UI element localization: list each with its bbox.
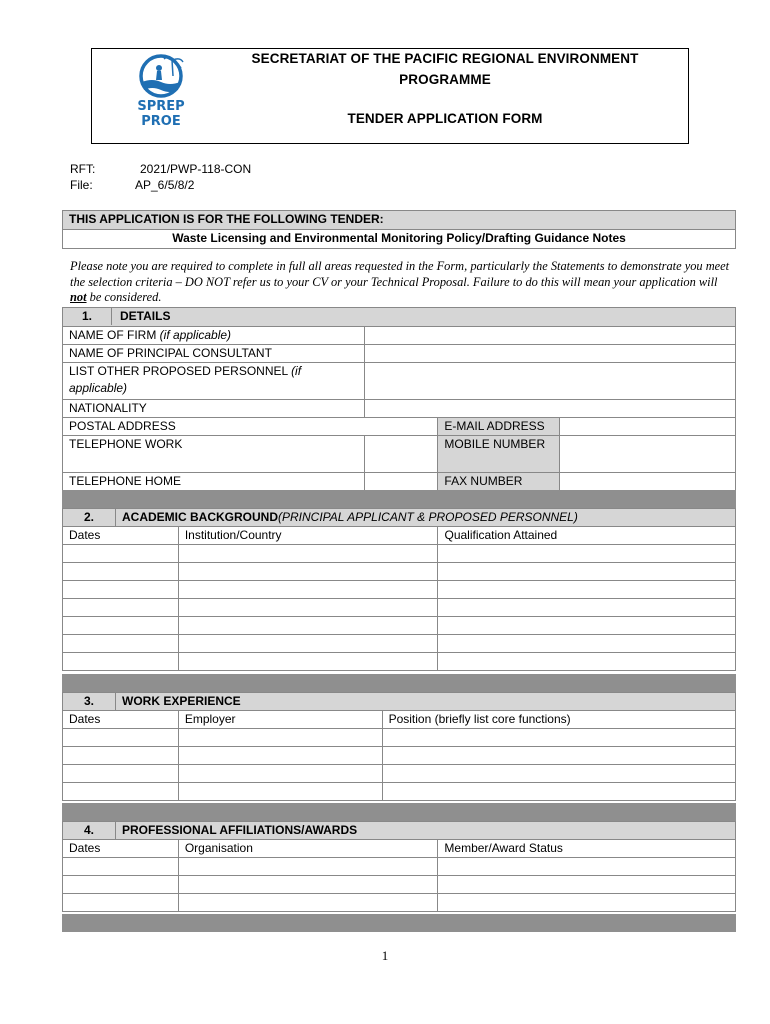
table-row: [63, 599, 736, 617]
table-row: [63, 635, 736, 653]
rft-label: RFT:: [70, 162, 96, 176]
mobile-field[interactable]: [560, 436, 736, 473]
affiliations-col-organisation: Organisation: [178, 840, 438, 858]
section-divider: [62, 803, 736, 821]
table-row: [63, 581, 736, 599]
section-divider: [62, 490, 736, 508]
telephone-work-field[interactable]: [364, 436, 438, 473]
affiliations-col-status: Member/Award Status: [438, 840, 736, 858]
academic-col-dates: Dates: [63, 527, 179, 545]
table-row: [63, 729, 736, 747]
affiliations-col-dates: Dates: [63, 840, 179, 858]
telephone-home-label: TELEPHONE HOME: [63, 473, 365, 491]
sprep-logo: [128, 52, 194, 130]
table-row: [63, 765, 736, 783]
details-table: [62, 307, 736, 491]
rft-value: 2021/PWP-118-CON: [140, 162, 252, 176]
logo-text-sprep: SPREP: [137, 99, 185, 114]
fax-field[interactable]: [560, 473, 736, 491]
affiliations-number: 4.: [83, 823, 94, 837]
postal-address-field[interactable]: [364, 418, 438, 436]
table-row: [63, 617, 736, 635]
table-row: [63, 783, 736, 801]
table-row: [63, 876, 736, 894]
telephone-work-label: TELEPHONE WORK: [63, 436, 365, 473]
section-divider: [62, 674, 736, 692]
academic-col-institution: Institution/Country: [178, 527, 438, 545]
file-label: File:: [70, 178, 93, 192]
principal-consultant-field[interactable]: [364, 345, 735, 363]
org-name-line2: PROGRAMME: [399, 72, 491, 87]
table-row: [63, 858, 736, 876]
telephone-home-field[interactable]: [364, 473, 438, 491]
work-col-employer: Employer: [178, 711, 382, 729]
email-label: E-MAIL ADDRESS: [438, 418, 560, 436]
work-table: [62, 692, 736, 801]
work-col-dates: Dates: [63, 711, 179, 729]
tender-heading: THIS APPLICATION IS FOR THE FOLLOWING TENDER:: [63, 211, 736, 230]
notice-end: be considered.: [86, 290, 162, 304]
logo-text-proe: PROE: [141, 114, 181, 129]
table-row: [63, 894, 736, 912]
table-row: [63, 653, 736, 671]
work-title: WORK EXPERIENCE: [115, 693, 241, 710]
notice-text: [70, 259, 736, 306]
academic-subtitle: (PRINCIPAL APPLICANT & PROPOSED PERSONNEL): [278, 510, 578, 524]
nationality-label: NATIONALITY: [63, 400, 365, 418]
principal-consultant-label: NAME OF PRINCIPAL CONSULTANT: [63, 345, 365, 363]
org-name-line1: SECRETARIAT OF THE PACIFIC REGIONAL ENVIRONMENT: [251, 51, 639, 66]
academic-table: [62, 508, 736, 671]
firm-name-label: NAME OF FIRM (if applicable): [63, 327, 365, 345]
academic-title: ACADEMIC BACKGROUND: [115, 509, 278, 526]
table-row: [63, 545, 736, 563]
academic-col-qualification: Qualification Attained: [438, 527, 736, 545]
academic-number: 2.: [83, 510, 94, 524]
table-row: [63, 563, 736, 581]
notice-main: Please note you are required to complete in full all areas requested in the Form, particularly the Statements to demonstrate you meet the selection criteria – DO NOT refer us to your CV or your Technical Proposal. Failure to do this will mean your application will: [70, 259, 730, 289]
other-personnel-field[interactable]: [364, 363, 735, 400]
work-number: 3.: [83, 694, 94, 708]
postal-address-label: POSTAL ADDRESS: [63, 418, 365, 436]
affiliations-table: [62, 821, 736, 912]
details-title: DETAILS: [111, 308, 170, 325]
notice-not: not: [70, 290, 87, 304]
tender-table: [62, 210, 736, 249]
email-field[interactable]: [560, 418, 736, 436]
firm-name-field[interactable]: [364, 327, 735, 345]
tender-name: Waste Licensing and Environmental Monitoring Policy/Drafting Guidance Notes: [63, 230, 736, 249]
page-number: 1: [381, 948, 389, 963]
form-title: TENDER APPLICATION FORM: [347, 111, 543, 126]
other-personnel-label: LIST OTHER PROPOSED PERSONNEL (if applicable): [63, 363, 365, 400]
work-col-position: Position (briefly list core functions): [382, 711, 735, 729]
details-number: 1.: [81, 309, 92, 323]
section-divider: [62, 914, 736, 932]
mobile-label: MOBILE NUMBER: [438, 436, 560, 473]
file-value: AP_6/5/8/2: [135, 178, 195, 192]
table-row: [63, 747, 736, 765]
nationality-field[interactable]: [364, 400, 735, 418]
fax-label: FAX NUMBER: [438, 473, 560, 491]
affiliations-title: PROFESSIONAL AFFILIATIONS/AWARDS: [115, 822, 357, 839]
